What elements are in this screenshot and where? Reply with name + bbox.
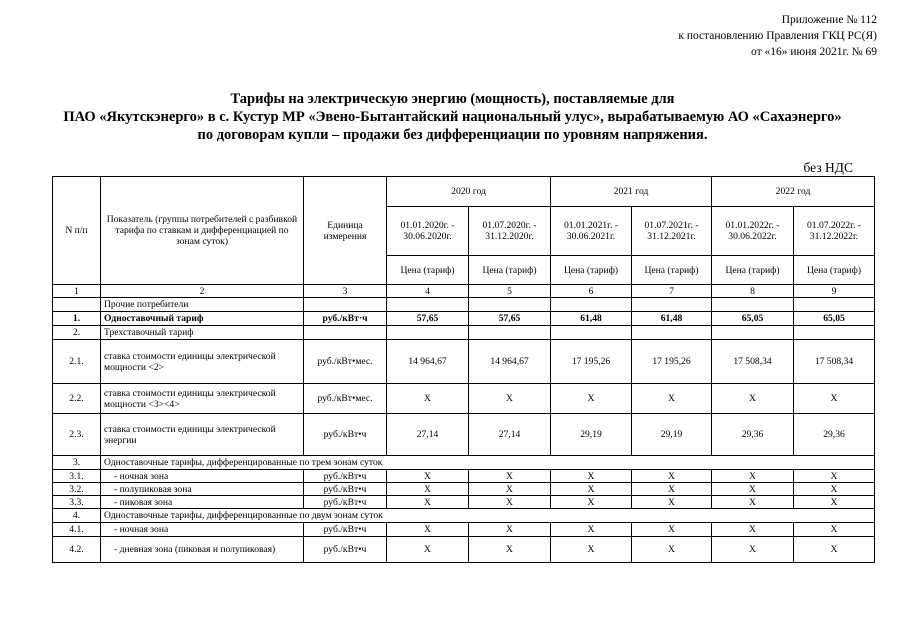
table-row	[53, 326, 875, 340]
row-label: Одноставочные тарифы, дифференцированные по трем зонам суток	[101, 456, 875, 470]
row-label: - ночная зона	[101, 523, 304, 537]
tariff-value: X	[387, 537, 469, 563]
row-label: Одноставочные тарифы, дифференцированные по двум зонам суток	[101, 509, 875, 523]
tariff-value: X	[551, 523, 632, 537]
header-period: 01.01.2022г. - 30.06.2022г.	[712, 207, 794, 256]
header-price: Цена (тариф)	[387, 256, 469, 285]
row-unit: руб./кВт•мес.	[304, 340, 387, 384]
empty-cell	[469, 298, 551, 312]
row-label: - дневная зона (пиковая и полупиковая)	[101, 537, 304, 563]
tariff-value: 61,48	[632, 312, 712, 326]
empty-cell	[632, 298, 712, 312]
row-number: 2.3.	[53, 414, 101, 456]
tariff-value: X	[712, 523, 794, 537]
tariff-value: X	[387, 384, 469, 414]
tariff-value: 29,36	[712, 414, 794, 456]
empty-cell	[794, 326, 875, 340]
row-label: ставка стоимости единицы электрической мощности <3><4>	[101, 384, 304, 414]
row-label: - полупиковая зона	[101, 483, 304, 496]
col-number: 7	[632, 285, 712, 298]
tariff-value: X	[794, 483, 875, 496]
col-number: 1	[53, 285, 101, 298]
row-number: 2.	[53, 326, 101, 340]
tariff-value: X	[387, 470, 469, 483]
table-row	[53, 509, 875, 523]
tariff-value: 17 195,26	[632, 340, 712, 384]
header-price: Цена (тариф)	[632, 256, 712, 285]
tariff-value: X	[551, 470, 632, 483]
tariff-value: X	[632, 384, 712, 414]
tariff-value: X	[632, 523, 712, 537]
empty-cell	[387, 326, 469, 340]
empty-cell	[632, 326, 712, 340]
row-unit: руб./кВт·ч	[304, 312, 387, 326]
tariff-value: X	[712, 384, 794, 414]
tariff-value: 65,05	[712, 312, 794, 326]
row-unit: руб./кВт•ч	[304, 483, 387, 496]
row-unit: руб./кВт•ч	[304, 470, 387, 483]
document-title	[0, 90, 905, 144]
table-row	[53, 496, 875, 509]
tariff-value: X	[469, 483, 551, 496]
row-unit: руб./кВт•ч	[304, 523, 387, 537]
row-number: 2.2.	[53, 384, 101, 414]
header-indicator: Показатель (группы потребителей с разбивкой тарифа по ставкам и дифференциацией по зонам суток)	[101, 177, 304, 285]
col-number: 3	[304, 285, 387, 298]
tariff-value: 14 964,67	[387, 340, 469, 384]
row-number: 3.	[53, 456, 101, 470]
row-number: 3.1.	[53, 470, 101, 483]
vat-note: без НДС	[803, 160, 853, 175]
tariff-value: X	[712, 470, 794, 483]
tariff-table	[52, 176, 875, 563]
tariff-value: X	[551, 496, 632, 509]
tariff-value: X	[387, 496, 469, 509]
tariff-value: X	[551, 537, 632, 563]
tariff-value: 17 195,26	[551, 340, 632, 384]
tariff-value: X	[632, 537, 712, 563]
other-consumers-label: Прочие потребители	[101, 298, 304, 312]
row-number: 4.1.	[53, 523, 101, 537]
appendix-date: от «16» июня 2021г. № 69	[751, 46, 877, 58]
row-number: 3.3.	[53, 496, 101, 509]
row-label: - ночная зона	[101, 470, 304, 483]
tariff-value: 57,65	[469, 312, 551, 326]
row-label: Одноставочный тариф	[101, 312, 304, 326]
tariff-value: X	[551, 384, 632, 414]
tariff-value: X	[712, 496, 794, 509]
row-label: - пиковая зона	[101, 496, 304, 509]
tariff-value: X	[794, 537, 875, 563]
appendix-note	[678, 12, 877, 60]
tariff-value: 17 508,34	[794, 340, 875, 384]
row-number: 2.1.	[53, 340, 101, 384]
empty-cell	[53, 298, 101, 312]
tariff-value: X	[387, 483, 469, 496]
tariff-value: 27,14	[469, 414, 551, 456]
tariff-value: X	[632, 496, 712, 509]
empty-cell	[794, 298, 875, 312]
table-row	[53, 456, 875, 470]
col-number: 9	[794, 285, 875, 298]
header-period: 01.07.2020г. - 31.12.2020г.	[469, 207, 551, 256]
row-number: 1.	[53, 312, 101, 326]
tariff-value: 57,65	[387, 312, 469, 326]
table-row	[53, 340, 875, 384]
empty-cell	[551, 298, 632, 312]
header-year-2021: 2021 год	[551, 177, 712, 207]
tariff-value: 29,36	[794, 414, 875, 456]
tariff-value: X	[794, 384, 875, 414]
empty-cell	[304, 326, 387, 340]
header-period: 01.01.2021г. - 30.06.2021г.	[551, 207, 632, 256]
tariff-value: X	[469, 384, 551, 414]
tariff-value: X	[469, 496, 551, 509]
tariff-value: X	[632, 470, 712, 483]
row-unit: руб./кВт•ч	[304, 496, 387, 509]
row-number: 4.2.	[53, 537, 101, 563]
table-row	[53, 414, 875, 456]
title-line-1: Тарифы на электрическую энергию (мощность), поставляемые для	[230, 91, 675, 107]
empty-cell	[712, 298, 794, 312]
row-unit: руб./кВт•мес.	[304, 384, 387, 414]
header-price: Цена (тариф)	[469, 256, 551, 285]
col-number: 2	[101, 285, 304, 298]
tariff-value: X	[551, 483, 632, 496]
table-row	[53, 483, 875, 496]
tariff-value: 14 964,67	[469, 340, 551, 384]
tariff-value: X	[469, 523, 551, 537]
header-year-2020: 2020 год	[387, 177, 551, 207]
header-price: Цена (тариф)	[551, 256, 632, 285]
empty-cell	[304, 298, 387, 312]
row-number: 3.2.	[53, 483, 101, 496]
table-row	[53, 312, 875, 326]
row-unit: руб./кВт•ч	[304, 414, 387, 456]
row-number: 4.	[53, 509, 101, 523]
header-period: 01.07.2021г. - 31.12.2021г.	[632, 207, 712, 256]
row-label: Трехставочный тариф	[101, 326, 304, 340]
tariff-value: X	[712, 537, 794, 563]
tariff-value: 65,05	[794, 312, 875, 326]
title-line-2: ПАО «Якутскэнерго» в с. Кустур МР «Эвено-Бытантайский национальный улус», вырабатываемую АО «Сахаэнерго»	[63, 109, 842, 125]
row-label: ставка стоимости единицы электрической мощности <2>	[101, 340, 304, 384]
row-label: ставка стоимости единицы электрической энергии	[101, 414, 304, 456]
appendix-number: Приложение № 112	[781, 14, 877, 26]
appendix-resolution: к постановлению Правления ГКЦ РС(Я)	[678, 30, 877, 42]
col-number: 5	[469, 285, 551, 298]
tariff-value: X	[469, 470, 551, 483]
table-row	[53, 384, 875, 414]
tariff-value: X	[794, 496, 875, 509]
table-row	[53, 537, 875, 563]
tariff-value: 27,14	[387, 414, 469, 456]
tariff-value: 29,19	[551, 414, 632, 456]
header-period: 01.07.2022г. - 31.12.2022г.	[794, 207, 875, 256]
header-price: Цена (тариф)	[794, 256, 875, 285]
empty-cell	[712, 326, 794, 340]
header-unit: Единица измерения	[304, 177, 387, 285]
tariff-value: X	[712, 483, 794, 496]
tariff-value: X	[632, 483, 712, 496]
tariff-value: 61,48	[551, 312, 632, 326]
table-row	[53, 470, 875, 483]
header-price: Цена (тариф)	[712, 256, 794, 285]
empty-cell	[387, 298, 469, 312]
header-num: N п/п	[53, 177, 101, 285]
title-line-3: по договорам купли – продажи без дифференциации по уровням напряжения.	[197, 127, 708, 143]
table-row	[53, 523, 875, 537]
tariff-value: X	[794, 470, 875, 483]
col-number: 4	[387, 285, 469, 298]
empty-cell	[551, 326, 632, 340]
col-number: 8	[712, 285, 794, 298]
tariff-value: X	[469, 537, 551, 563]
col-number: 6	[551, 285, 632, 298]
tariff-value: 17 508,34	[712, 340, 794, 384]
tariff-value: 29,19	[632, 414, 712, 456]
header-year-2022: 2022 год	[712, 177, 875, 207]
empty-cell	[469, 326, 551, 340]
row-unit: руб./кВт•ч	[304, 537, 387, 563]
header-period: 01.01.2020г. - 30.06.2020г.	[387, 207, 469, 256]
tariff-value: X	[794, 523, 875, 537]
tariff-value: X	[387, 523, 469, 537]
